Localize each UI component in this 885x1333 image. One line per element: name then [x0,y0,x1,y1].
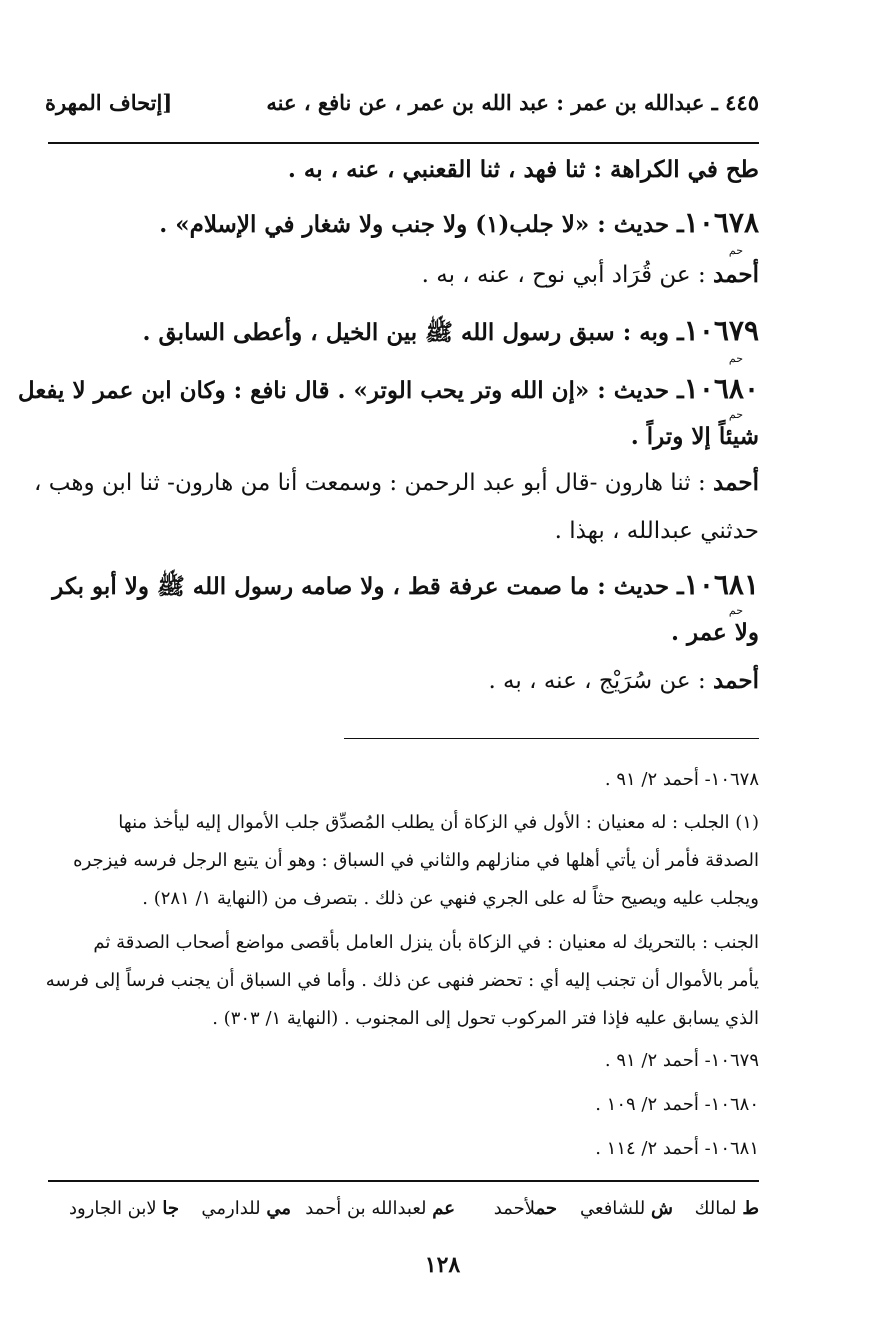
sigla-mark: حم [728,244,743,257]
hadith-10678 [159,208,759,240]
legend-item-ahmad [494,1198,557,1219]
source-10678 [422,260,759,290]
legend-item-darimi [201,1198,291,1219]
hadith-10681 [52,570,759,602]
source-name: أحمد [713,469,759,496]
hadith-number: ١٠٦٨١ [683,568,759,601]
legend-code: ش [651,1198,673,1219]
footnote-1-line1: (١) الجلب : له معنيان : الأول في الزكاة أن يطلب المُصدِّق جلب الأموال إليه ليأخذ منها [118,812,759,833]
hadith-text: ـ حديث : «إن الله وتر يحب الوتر» . قال نافع : وكان ابن عمر لا يفعل [17,377,684,404]
source-chain: : عن سُرَيْج ، عنه ، به . [488,668,714,694]
legend-code: ط [742,1198,759,1219]
footnote-1-line2: الصدقة فأمر أن يأتي أهلها في منازلهم والثاني في السباق : وهو أن يتبع الرجل فرسه فيزجره [73,850,759,871]
footnote-2-line2: يأمر بالأموال أن تجنب إليه أي : تحضر فنهى عن ذلك . وأما في السباق أن يجنب فرساً إلى فرسه [45,970,759,991]
running-title: ٤٤٥ ـ عبدالله بن عمر : عبد الله بن عمر ، عن نافع ، عنه [266,90,759,115]
source-10680-continuation: حدثني عبدالله ، بهذا . [554,518,759,544]
sigla-mark: حم [728,408,743,421]
legend-code: مي [266,1198,291,1219]
legend-item-shafii [580,1198,673,1219]
page-number: ١٢٨ [424,1252,461,1278]
footnote-2-line3: الذي يسابق عليه فإذا فتر المركوب تحول إلى المجنوب . (النهاية ١/ ٣٠٣) . [212,1008,759,1029]
hadith-10680 [18,374,759,406]
footnote-ref-10678: ١٠٦٧٨- أحمد ٢/ ٩١ . [604,769,759,790]
hadith-10680-continuation: شيئاً إلا وتراً . [630,423,759,450]
source-10680 [34,468,759,498]
source-name: أحمد [713,261,759,288]
source-chain: : عن قُرَاد أبي نوح ، عنه ، به . [421,262,714,288]
legend-code: حم [535,1198,557,1219]
intro-line: طح في الكراهة : ثنا فهد ، ثنا القعنبي ، عنه ، به . [287,156,759,183]
hadith-number: ١٠٦٧٨ [683,206,759,239]
legend-item-ibn-jarud [69,1198,179,1219]
hadith-text: ـ حديث : «لا جلب(١) ولا جنب ولا شغار في الإسلام» . [159,211,684,238]
footnote-1-line3: ويجلب عليه ويصيح حثاً له على الجري فنهي عن ذلك . بتصرف من (النهاية ١/ ٢٨١) . [142,888,759,909]
hadith-10681-continuation: ولا عمر . [671,619,759,646]
source-name: أحمد [713,667,759,694]
footnote-separator [344,738,759,739]
source-10681 [488,666,759,696]
footnote-ref-10681: ١٠٦٨١- أحمد ٢/ ١١٤ . [595,1138,759,1159]
hadith-text: ـ وبه : سبق رسول الله ﷺ بين الخيل ، وأعطى السابق . [142,319,684,346]
footnote-ref-10679: ١٠٦٧٩- أحمد ٢/ ٩١ . [604,1050,759,1071]
hadith-text: ـ حديث : ما صمت عرفة قط ، ولا صامه رسول الله ﷺ ولا أبو بكر [52,573,684,600]
sigla-mark: حم [728,604,743,617]
source-chain: : ثنا هارون -قال أبو عبد الرحمن : وسمعت أنا من هارون- ثنا ابن وهب ، [34,470,714,496]
legend-code: عم [432,1198,455,1219]
footnote-2-line1: الجنب : بالتحريك له معنيان : في الزكاة بأن ينزل العامل بأقصى مواضع أصحاب الصدقة ثم [93,932,759,953]
legend-rule [48,1180,759,1182]
hadith-number: ١٠٦٨٠ [683,372,759,405]
hadith-number: ١٠٦٧٩ [683,314,759,347]
legend-desc: للدارمي [201,1198,267,1219]
legend-desc: لأحمد [493,1198,536,1219]
hadith-10679 [142,316,759,348]
legend-item-malik [695,1198,759,1219]
legend-item-abdullah [305,1198,455,1219]
header-rule [48,142,759,144]
legend-desc: لابن الجارود [68,1198,163,1219]
legend-desc: لمالك [694,1198,743,1219]
legend-desc: لعبدالله بن أحمد [305,1198,433,1219]
legend-code: جا [162,1198,179,1219]
footnote-ref-10680: ١٠٦٨٠- أحمد ٢/ ١٠٩ . [595,1094,759,1115]
sigla-mark: حم [728,352,743,365]
book-title: [إتحاف المهرة [45,90,173,115]
legend-desc: للشافعي [580,1198,652,1219]
